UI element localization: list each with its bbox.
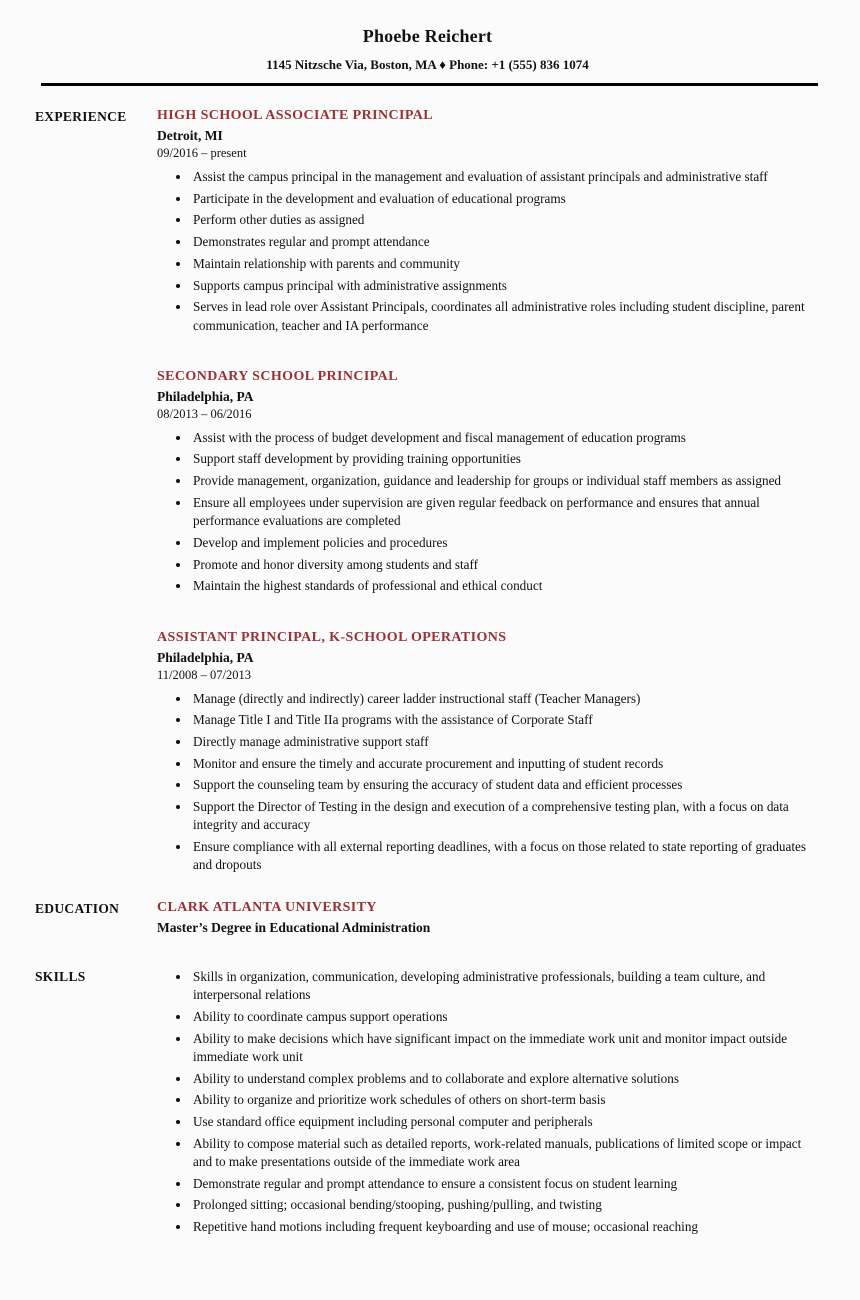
job-bullet: • Demonstrates regular and prompt attendance: [191, 233, 820, 251]
job-dates: 08/2013 – 06/2016: [157, 406, 252, 421]
skill-item: • Ability to understand complex problems and to collaborate and explore alternative solutions: [191, 1070, 820, 1088]
job-bullet: • Directly manage administrative support staff: [191, 733, 820, 751]
job-bullet: • Manage Title I and Title IIa programs with the assistance of Corporate Staff: [191, 711, 820, 729]
skill-item: • Ability to coordinate campus support operations: [191, 1008, 820, 1026]
job-location: Philadelphia, PA: [157, 649, 254, 665]
skill-item: • Ability to organize and prioritize work schedules of others on short-term basis: [191, 1091, 820, 1109]
job-bullet: • Ensure all employees under supervision are given regular feedback on performance and ensures that annual performance evaluations are completed: [191, 494, 820, 530]
skill-item: • Skills in organization, communication, developing administrative professionals, building a team culture, and interpersonal relations: [191, 968, 820, 1004]
job-bullet: • Serves in lead role over Assistant Principals, coordinates all administrative roles including student discipline, parent communication, teacher and IA performance: [191, 298, 820, 334]
job-dates: 11/2008 – 07/2013: [157, 667, 251, 682]
job-entry: [157, 108, 820, 335]
job-location: Detroit, MI: [157, 128, 223, 143]
section-label-experience: EXPERIENCE: [35, 109, 127, 124]
education-content: [157, 900, 820, 936]
skills-content: [157, 968, 820, 1240]
experience-content: [157, 108, 820, 878]
job-title: SECONDARY SCHOOL PRINCIPAL: [157, 368, 398, 384]
job-bullet: • Manage (directly and indirectly) career ladder instructional staff (Teacher Managers): [191, 690, 820, 708]
skill-item: • Demonstrate regular and prompt attendance to ensure a consistent focus on student learning: [191, 1175, 820, 1193]
job-bullet: • Assist the campus principal in the management and evaluation of assistant principals and administrative staff: [191, 168, 820, 186]
person-name: Phoebe Reichert: [362, 26, 493, 46]
education-school: CLARK ATLANTA UNIVERSITY: [157, 899, 377, 915]
skill-item: • Prolonged sitting; occasional bending/stooping, pushing/pulling, and twisting: [191, 1196, 820, 1214]
experience-section: [35, 108, 820, 878]
job-entry: [157, 630, 820, 875]
job-bullet: • Promote and honor diversity among students and staff: [191, 556, 820, 574]
skill-item: • Ability to make decisions which have significant impact on the immediate work unit and monitor impact outside immediate work unit: [191, 1030, 820, 1066]
education-section: [35, 900, 820, 936]
job-location: Philadelphia, PA: [157, 388, 254, 404]
header-divider: [41, 83, 818, 86]
contact-line: 1145 Nitzsche Via, Boston, MA ♦ Phone: +1 (555) 836 1074: [266, 57, 589, 72]
job-bullet: • Ensure compliance with all external reporting deadlines, with a focus on those related to state reporting of graduates and dropouts: [191, 838, 820, 874]
job-bullet: • Support the counseling team by ensuring the accuracy of student data and efficient processes: [191, 776, 820, 794]
job-bullet: • Assist with the process of budget development and fiscal management of education programs: [191, 429, 820, 447]
job-dates: 09/2016 – present: [157, 146, 247, 160]
job-bullet: • Maintain the highest standards of professional and ethical conduct: [191, 577, 820, 595]
job-entry: [157, 369, 820, 596]
job-title: HIGH SCHOOL ASSOCIATE PRINCIPAL: [157, 108, 433, 123]
job-bullet: • Provide management, organization, guidance and leadership for groups or individual staff members as assigned: [191, 472, 820, 490]
skills-section: [35, 968, 820, 1240]
job-title: ASSISTANT PRINCIPAL, K-SCHOOL OPERATIONS: [157, 629, 507, 645]
job-bullet-list: [157, 690, 820, 875]
job-bullet-list: [157, 429, 820, 596]
job-bullet: • Perform other duties as assigned: [191, 211, 820, 229]
section-label-education: EDUCATION: [35, 900, 120, 916]
education-degree: Master’s Degree in Educational Administration: [157, 919, 431, 935]
job-bullet: • Participate in the development and evaluation of educational programs: [191, 190, 820, 208]
job-bullet: • Support staff development by providing training opportunities: [191, 450, 820, 468]
skill-item: • Use standard office equipment including personal computer and peripherals: [191, 1113, 820, 1131]
job-bullet: • Support the Director of Testing in the design and execution of a comprehensive testing plan, with a focus on data integrity and accuracy: [191, 798, 820, 834]
resume-header: [35, 26, 820, 86]
job-bullet-list: [157, 168, 820, 335]
section-label-skills: SKILLS: [35, 968, 86, 984]
job-bullet: • Supports campus principal with administrative assignments: [191, 277, 820, 295]
skills-list: [157, 968, 820, 1236]
skill-item: • Repetitive hand motions including frequent keyboarding and use of mouse; occasional reaching: [191, 1218, 820, 1236]
skill-item: • Ability to compose material such as detailed reports, work-related manuals, publications of limited scope or impact and to make presentations outside of the immediate work area: [191, 1135, 820, 1171]
job-bullet: • Develop and implement policies and procedures: [191, 534, 820, 552]
job-bullet: • Monitor and ensure the timely and accurate procurement and inputting of student records: [191, 755, 820, 773]
job-bullet: • Maintain relationship with parents and community: [191, 255, 820, 273]
